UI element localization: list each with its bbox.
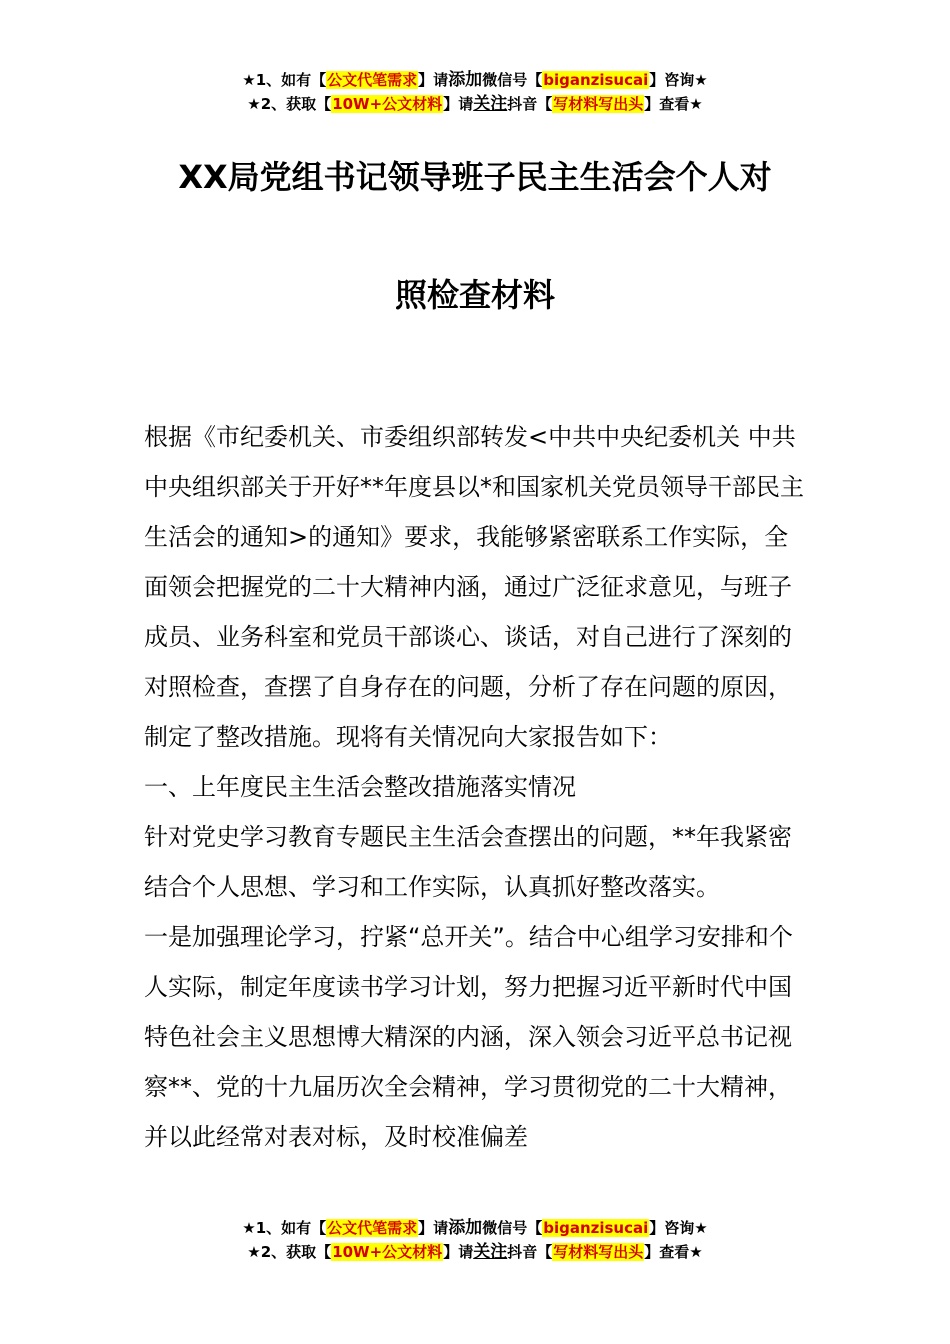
banner-line-2: [0, 92, 950, 116]
banner-wechat-id: biganzisucai: [543, 71, 649, 89]
banner-douyin-account: 写材料写出头: [553, 1243, 644, 1261]
document-body: [144, 412, 808, 1162]
banner-wechat-id: biganzisucai: [543, 1219, 649, 1237]
banner-text: 微信号【: [482, 1219, 543, 1237]
banner-text: 】请: [443, 95, 474, 113]
paragraph: 一是加强理论学习，拧紧“总开关”。结合中心组学习安排和个人实际，制定年度读书学习计划，努力把握习近平新时代中国特色社会主义思想博大精深的内涵，深入领会习近平总书记视察**、党的十九届历次全会精神，学习贯彻党的二十大精神，并以此经常对表对标，及时校准偏差: [144, 923, 793, 1151]
banner-text: 添加: [448, 1218, 483, 1238]
banner-highlight: 10W+公文材料: [332, 95, 443, 113]
banner-text: 关注: [473, 94, 508, 114]
banner-line-1: [0, 1216, 950, 1240]
banner-text: 抖音【: [507, 95, 553, 113]
header-banner: [0, 68, 950, 116]
banner-text: ★2、获取【: [247, 1243, 332, 1261]
banner-highlight: 10W+公文材料: [332, 1243, 443, 1261]
banner-douyin-account: 写材料写出头: [553, 95, 644, 113]
section-heading: 一、上年度民主生活会整改措施落实情况: [144, 773, 576, 801]
banner-text: 】咨询★: [649, 1219, 708, 1237]
footer-banner: [0, 1216, 950, 1264]
banner-text: 添加: [448, 70, 483, 90]
banner-text: 】咨询★: [649, 71, 708, 89]
banner-text: 】请: [418, 1219, 449, 1237]
banner-highlight: 公文代笔需求: [327, 71, 418, 89]
paragraph: 针对党史学习教育专题民主生活会查摆出的问题，**年我紧密结合个人思想、学习和工作实际，认真抓好整改落实。: [144, 823, 792, 901]
banner-text: 】查看★: [644, 95, 703, 113]
banner-text: ★1、如有【: [242, 1219, 327, 1237]
banner-text: ★1、如有【: [242, 71, 327, 89]
banner-text: 】查看★: [644, 1243, 703, 1261]
banner-line-1: [0, 68, 950, 92]
banner-text: 】请: [418, 71, 449, 89]
banner-line-2: [0, 1240, 950, 1264]
banner-text: 抖音【: [507, 1243, 553, 1261]
document-title-line-2: 照检查材料: [394, 276, 555, 314]
banner-highlight: 公文代笔需求: [327, 1219, 418, 1237]
banner-text: 关注: [473, 1242, 508, 1262]
banner-text: 】请: [443, 1243, 474, 1261]
banner-text: ★2、获取【: [247, 95, 332, 113]
document-title-line-1: XX局党组书记领导班子民主生活会个人对: [178, 158, 772, 196]
banner-text: 微信号【: [482, 71, 543, 89]
paragraph-intro: 根据《市纪委机关、市委组织部转发<中共中央纪委机关 中共中央组织部关于开好**年度县以*和国家机关党员领导干部民主生活会的通知>的通知》要求，我能够紧密联系工作实际，全面领会把握党的二十大精神内涵，通过广泛征求意见，与班子成员、业务科室和党员干部谈心、谈话，对自己进行了深刻的对照检查，查摆了自身存在的问题，分析了存在问题的原因，制定了整改措施。现将有关情况向大家报告如下：: [144, 423, 804, 751]
